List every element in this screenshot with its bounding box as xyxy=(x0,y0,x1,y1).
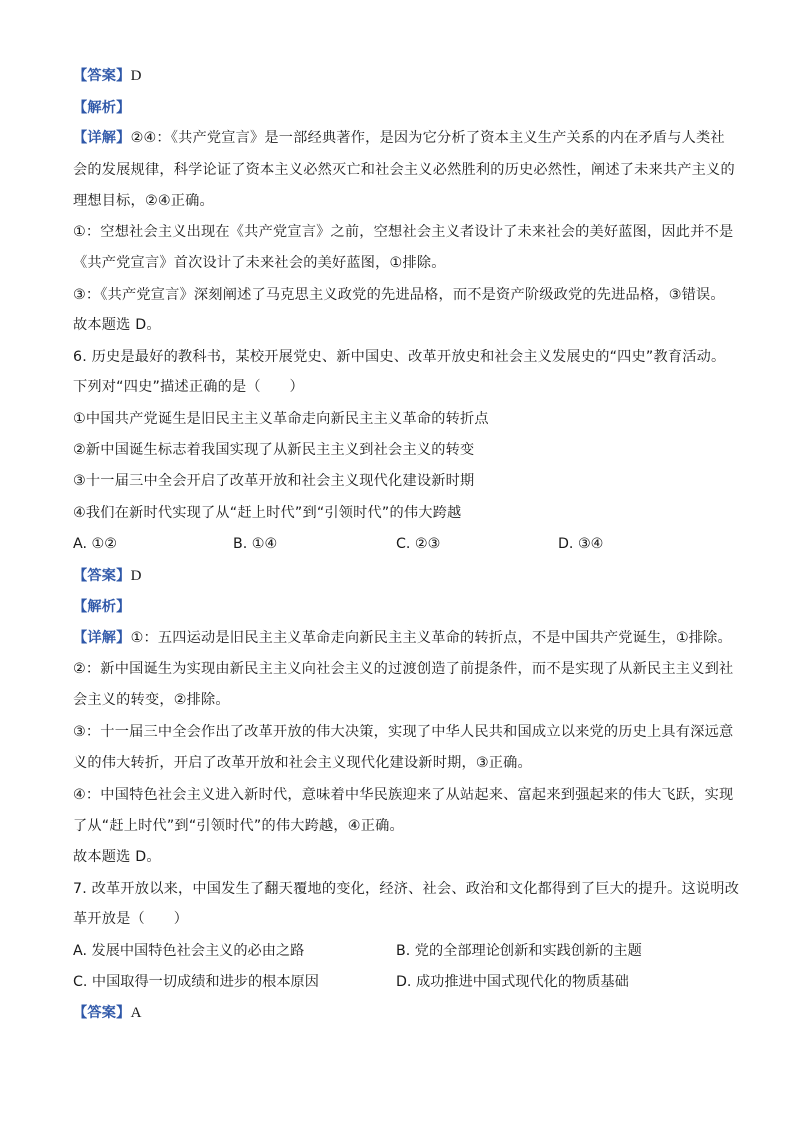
answer-tag: 【答案】 xyxy=(73,68,131,84)
detail-text: ③：《共产党宣言》深刻阐述了马克思主义政党的先进品格，而不是资产阶级政党的先进品格，③错误。 xyxy=(73,287,725,303)
detail-tag: 【详解】 xyxy=(73,130,131,146)
detail-text: ②：新中国诞生为实现由新民主主义向社会主义的过渡创造了前提条件，而不是实现了从新民主主义到社 xyxy=(73,661,734,677)
detail-text: 故本题选 D。 xyxy=(73,849,161,865)
q7-option-a: A. 发展中国特色社会主义的必由之路 xyxy=(73,943,305,959)
q6-option-c: C. ②③ xyxy=(396,536,441,552)
answer-value: D xyxy=(130,68,142,84)
detail-text: 理想目标，②④正确。 xyxy=(73,193,214,209)
q7-answer-line xyxy=(73,1003,142,1023)
detail-text: ④：中国特色社会主义进入新时代，意味着中华民族迎来了从站起来、富起来到强起来的伟大飞跃，实现 xyxy=(73,787,734,803)
answer-value: D xyxy=(130,568,142,584)
q5-answer-line xyxy=(73,66,142,86)
q5-detail-line xyxy=(73,128,725,148)
q6-answer-line xyxy=(73,566,142,586)
q6-analysis-tag-line xyxy=(73,597,131,617)
q6-option-a: A. ①② xyxy=(73,536,117,552)
answer-tag: 【答案】 xyxy=(73,1005,131,1021)
q6-statement: ④我们在新时代实现了从“赶上时代”到“引领时代”的伟大跨越 xyxy=(73,505,462,521)
q5-analysis-tag-line xyxy=(73,98,131,118)
q7-stem: 7. 改革开放以来，中国发生了翻天覆地的变化，经济、社会、政治和文化都得到了巨大的提升。这说明改 xyxy=(73,881,740,897)
detail-text: 故本题选 D。 xyxy=(73,317,161,333)
detail-text: 义的伟大转折，开启了改革开放和社会主义现代化建设新时期，③正确。 xyxy=(73,755,532,771)
q6-statement: ②新中国诞生标志着我国实现了从新民主主义到社会主义的转变 xyxy=(73,442,475,458)
detail-text: 《共产党宣言》首次设计了未来社会的美好蓝图，①排除。 xyxy=(73,255,446,271)
detail-text: 了从“赶上时代”到“引领时代”的伟大跨越，④正确。 xyxy=(73,818,404,834)
q7-option-b: B. 党的全部理论创新和实践创新的主题 xyxy=(396,943,642,959)
q6-option-d: D. ③④ xyxy=(558,536,604,552)
q6-stem: 下列对“四史”描述正确的是（ ） xyxy=(73,379,304,395)
q6-option-b: B. ①④ xyxy=(233,536,278,552)
detail-text: ①：五四运动是旧民主主义革命走向新民主主义革命的转折点，不是中国共产党诞生，①排除。 xyxy=(130,630,732,646)
detail-text: ②④：《共产党宣言》是一部经典著作，是因为它分析了资本主义生产关系的内在矛盾与人类社 xyxy=(130,130,725,146)
answer-tag: 【答案】 xyxy=(73,568,131,584)
q7-stem: 革开放是（ ） xyxy=(73,911,189,927)
detail-text: 会主义的转变，②排除。 xyxy=(73,692,230,708)
q7-option-d: D. 成功推进中国式现代化的物质基础 xyxy=(396,974,629,990)
analysis-tag: 【解析】 xyxy=(73,100,131,116)
q6-statement: ③十一届三中全会开启了改革开放和社会主义现代化建设新时期 xyxy=(73,473,475,489)
analysis-tag: 【解析】 xyxy=(73,599,131,615)
q7-option-c: C. 中国取得一切成绩和进步的根本原因 xyxy=(73,974,319,990)
detail-text: ①：空想社会主义出现在《共产党宣言》之前，空想社会主义者设计了未来社会的美好蓝图，因此并不是 xyxy=(73,224,734,240)
q6-detail-line xyxy=(73,628,732,648)
detail-tag: 【详解】 xyxy=(73,630,131,646)
q6-statement: ①中国共产党诞生是旧民主主义革命走向新民主主义革命的转折点 xyxy=(73,411,489,427)
detail-text: ③：十一届三中全会作出了改革开放的伟大决策，实现了中华人民共和国成立以来党的历史上具有深远意 xyxy=(73,724,734,740)
answer-value: A xyxy=(130,1005,142,1021)
q6-stem: 6. 历史是最好的教科书，某校开展党史、新中国史、改革开放史和社会主义发展史的“四史”教育活动。 xyxy=(73,349,726,365)
detail-text: 会的发展规律，科学论证了资本主义必然灭亡和社会主义必然胜利的历史必然性，阐述了未来共产主义的 xyxy=(73,162,735,178)
